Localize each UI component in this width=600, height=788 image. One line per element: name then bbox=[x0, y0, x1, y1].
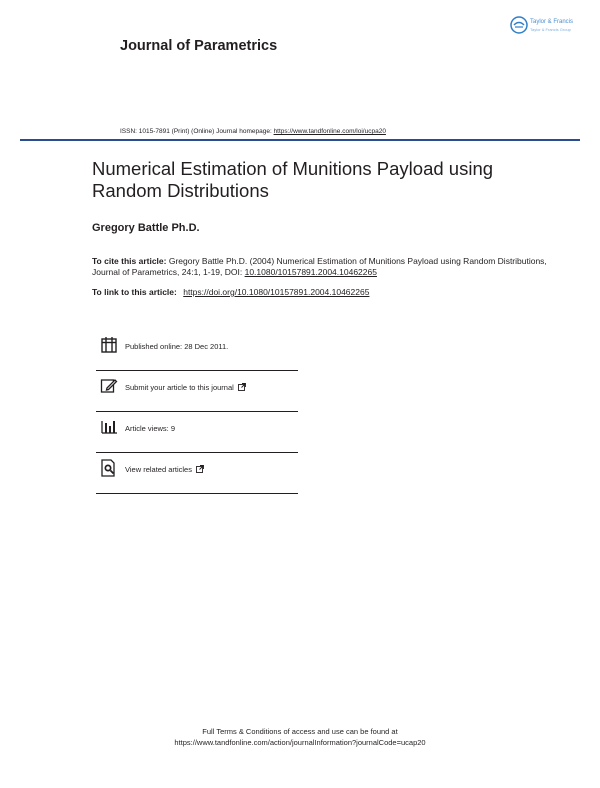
article-views: Article views: 9 bbox=[125, 424, 176, 433]
submit-article-link[interactable] bbox=[125, 383, 246, 392]
footer-terms-text: Full Terms & Conditions of access and use can be found at bbox=[202, 727, 398, 736]
footer bbox=[0, 726, 600, 748]
publisher-logo[interactable] bbox=[510, 16, 590, 38]
article-url-link[interactable]: https://doi.org/10.1080/10157891.2004.10462265 bbox=[183, 287, 370, 297]
search-document-icon bbox=[100, 459, 118, 477]
issn-line bbox=[120, 128, 386, 135]
doi-link[interactable]: 10.1080/10157891.2004.10462265 bbox=[244, 267, 377, 277]
edit-icon bbox=[100, 377, 118, 395]
citation-block bbox=[92, 256, 552, 278]
submit-row[interactable] bbox=[96, 371, 298, 412]
logo-line-2: Taylor & Francis Group bbox=[530, 27, 571, 32]
article-author: Gregory Battle Ph.D. bbox=[92, 222, 200, 234]
published-row bbox=[96, 330, 298, 371]
issn-text: ISSN: 1015-7891 (Print) (Online) Journal homepage: bbox=[120, 128, 274, 135]
cite-label: To cite this article: bbox=[92, 256, 167, 266]
article-link-line bbox=[92, 287, 369, 297]
submit-label: Submit your article to this journal bbox=[125, 383, 234, 392]
views-row bbox=[96, 412, 298, 453]
journal-homepage-link[interactable]: https://www.tandfonline.com/loi/ucpa20 bbox=[273, 128, 386, 135]
logo-line-1: Taylor & Francis bbox=[530, 19, 574, 25]
related-label: View related articles bbox=[125, 465, 192, 474]
article-title: Numerical Estimation of Munitions Payload using Random Distributions bbox=[92, 158, 494, 201]
journal-title: Journal of Parametrics bbox=[120, 38, 278, 54]
external-link-icon bbox=[238, 383, 246, 391]
bar-chart-icon bbox=[100, 418, 118, 436]
link-label: To link to this article: bbox=[92, 287, 180, 297]
external-link-icon bbox=[196, 465, 204, 473]
article-info-panel bbox=[96, 330, 298, 494]
cite-text: Gregory Battle Ph.D. (2004) Numerical Estimation of Munitions Payload using Random Distributions, Journal of Parametrics, 24:1, 1-19, DOI: bbox=[92, 256, 547, 277]
calendar-icon bbox=[100, 336, 118, 354]
footer-terms-link[interactable]: https://www.tandfonline.com/action/journalInformation?journalCode=ucap20 bbox=[174, 738, 426, 747]
publisher-logo-icon bbox=[510, 16, 528, 34]
header-divider bbox=[20, 139, 580, 141]
published-date: Published online: 28 Dec 2011. bbox=[125, 342, 229, 351]
related-articles-link[interactable] bbox=[125, 465, 204, 474]
related-row[interactable] bbox=[96, 453, 298, 494]
